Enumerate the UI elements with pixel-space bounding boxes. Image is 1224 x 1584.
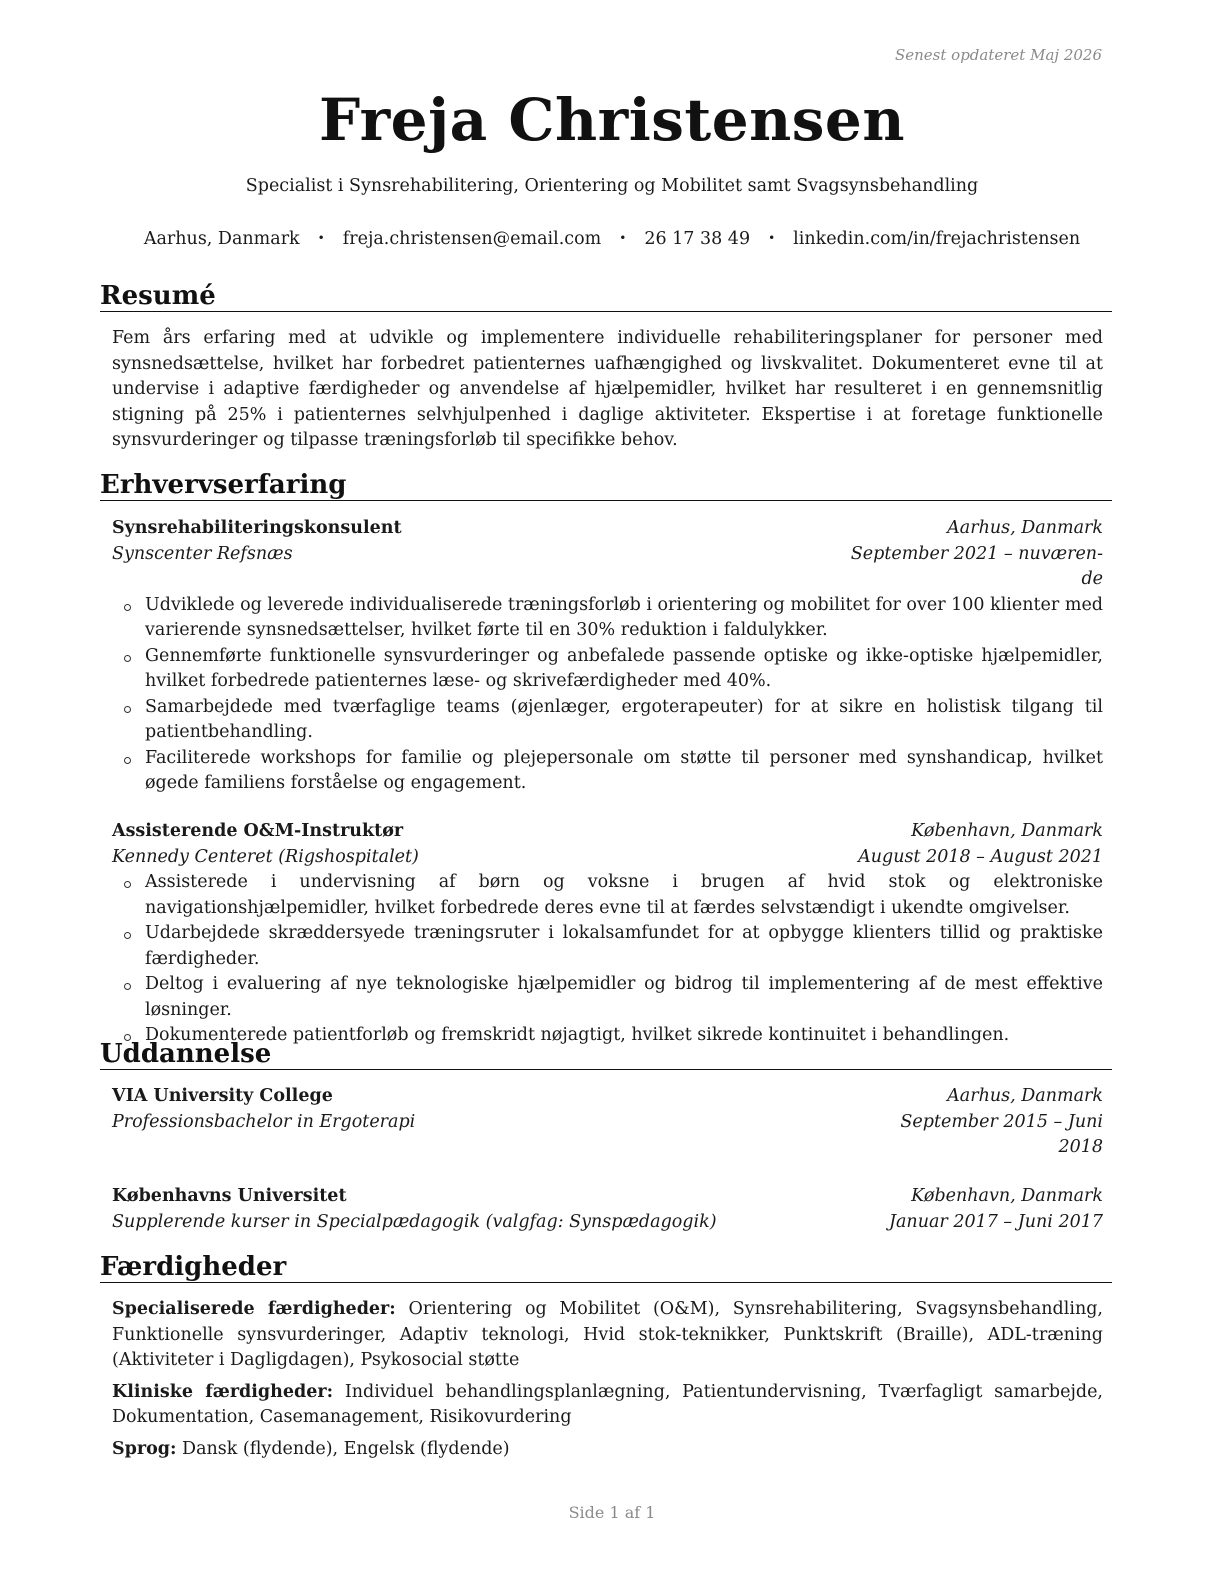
contact-line	[0, 229, 1224, 249]
skills-list	[112, 1297, 1103, 1462]
section-title-education: Uddannelse	[100, 1039, 1112, 1070]
skill-group	[112, 1437, 1103, 1463]
job-dates-continued: de	[1081, 569, 1103, 589]
skill-group	[112, 1380, 1103, 1431]
degree: Supplerende kurser in Specialpædagogik (valgfag: Synspædagogik)	[112, 1211, 717, 1232]
list-item: Samarbejdede med tværfaglige teams (øjenlæger, ergoterapeuter) for at sikre en holistisk tilgang til patientbehandling.	[112, 695, 1103, 746]
list-item: Faciliterede workshops for familie og plejepersonale om støtte til personer med synshandicap, hvilket øgede familiens forståelse og engagement.	[112, 746, 1103, 797]
education-dates: Januar 2017 – Juni 2017	[888, 1211, 1103, 1232]
education-dates-continued: 2018	[1058, 1137, 1103, 1157]
skill-text: Orientering og Mobilitet (O&M), Synsrehabilitering, Svagsynsbehandling, Funktionelle synsvurderinger, Adaptiv teknologi, Hvid stok-teknikker, Punktskrift (Braille), ADL-træning (Aktiviteter i Dagligdagen), Psykosocial støtte	[112, 1299, 1103, 1370]
skill-label: Kliniske færdigheder:	[112, 1381, 334, 1402]
experience-entry	[112, 516, 1103, 797]
skill-label: Sprog:	[112, 1438, 177, 1459]
skill-text: Individuel behandlingsplanlægning, Patientundervisning, Tværfagligt samarbejde, Dokumentation, Casemanagement, Risikovurdering	[112, 1381, 1103, 1427]
skill-label: Specialiserede færdigheder:	[112, 1299, 396, 1319]
job-bullets	[112, 870, 1103, 1049]
contact-phone: 26 17 38 49	[644, 229, 751, 249]
skill-text: Dansk (flydende), Engelsk (flydende)	[182, 1438, 510, 1459]
last-updated: Senest opdateret Maj 2026	[894, 46, 1102, 64]
list-item: Udarbejdede skræddersyede træningsruter i lokalsamfundet for at opbygge klienters tillid og praktiske færdigheder.	[112, 921, 1103, 972]
school-name: Københavns Universitet	[112, 1186, 347, 1206]
job-title: Synsrehabiliteringskonsulent	[112, 518, 402, 538]
school-location: København, Danmark	[911, 1186, 1103, 1206]
job-dates: September 2021 – nuværen-	[850, 543, 1103, 564]
degree: Professionsbachelor in Ergoterapi	[112, 1111, 416, 1132]
summary-text: Fem års erfaring med at udvikle og implementere individuelle rehabiliteringsplaner for personer med synsnedsættelse, hvilket har forbedret patienternes uafhængighed og livskvalitet. Dokumenteret evne til at undervise i adaptive færdigheder og anvendelse af hjælpemidler, hvilket har resulteret i en gennemsnitlig stigning på 25% i patienternes selvhjulpenhed i daglige aktiviteter. Ekspertise i at foretage funktionelle synsvurderinger og tilpasse træningsforløb til specifikke behov.	[112, 328, 1103, 450]
list-item: Udviklede og leverede individualiserede træningsforløb i orientering og mobilitet for over 100 klienter med varierende synsnedsættelser, hvilket førte til en 30% reduktion i faldulykker.	[112, 593, 1103, 644]
section-title-experience: Erhvervserfaring	[100, 470, 1112, 501]
bullet-separator: •	[619, 231, 627, 245]
education-entry	[112, 1084, 1103, 1161]
contact-linkedin[interactable]: linkedin.com/in/frejachristensen	[793, 229, 1081, 249]
contact-location: Aarhus, Danmark	[143, 229, 300, 249]
school-name: VIA University College	[112, 1086, 333, 1106]
job-location: Aarhus, Danmark	[947, 518, 1103, 538]
employer: Kennedy Centeret (Rigshospitalet)	[112, 846, 419, 867]
contact-email[interactable]: freja.christensen@email.com	[342, 229, 602, 249]
candidate-name: Freja Christensen	[318, 86, 906, 154]
skill-group	[112, 1297, 1103, 1374]
list-item: Assisterede i undervisning af børn og voksne i brugen af hvid stok og elektroniske navigationshjælpemidler, hvilket forbedrede deres evne til at færdes selvstændigt i ukendte omgivelser.	[112, 870, 1103, 921]
education-entry	[112, 1184, 1103, 1235]
job-bullets	[112, 593, 1103, 797]
job-title: Assisterende O&M-Instruktør	[112, 821, 404, 841]
section-title-skills: Færdigheder	[100, 1252, 1112, 1283]
list-item: Dokumenterede patientforløb og fremskridt nøjagtigt, hvilket sikrede kontinuitet i behandlingen.	[112, 1023, 1103, 1049]
job-location: København, Danmark	[911, 821, 1103, 841]
page-number: Side 1 af 1	[568, 1503, 656, 1522]
list-item: Gennemførte funktionelle synsvurderinger og anbefalede passende optiske og ikke-optiske hjælpemidler, hvilket forbedrede patienternes læse- og skrivefærdigheder med 40%.	[112, 644, 1103, 695]
bullet-separator: •	[768, 231, 776, 245]
professional-title: Specialist i Synsrehabilitering, Orientering og Mobilitet samt Svagsynsbehandling	[245, 176, 979, 196]
job-dates: August 2018 – August 2021	[858, 846, 1103, 867]
list-item: Deltog i evaluering af nye teknologiske hjælpemidler og bidrog til implementering af de mest effektive løsninger.	[112, 972, 1103, 1023]
school-location: Aarhus, Danmark	[947, 1086, 1103, 1106]
section-title-summary: Resumé	[100, 281, 1112, 312]
education-dates: September 2015 – Juni	[900, 1111, 1103, 1132]
employer: Synscenter Refsnæs	[112, 543, 293, 564]
bullet-separator: •	[317, 231, 325, 245]
experience-entry	[112, 819, 1103, 1049]
